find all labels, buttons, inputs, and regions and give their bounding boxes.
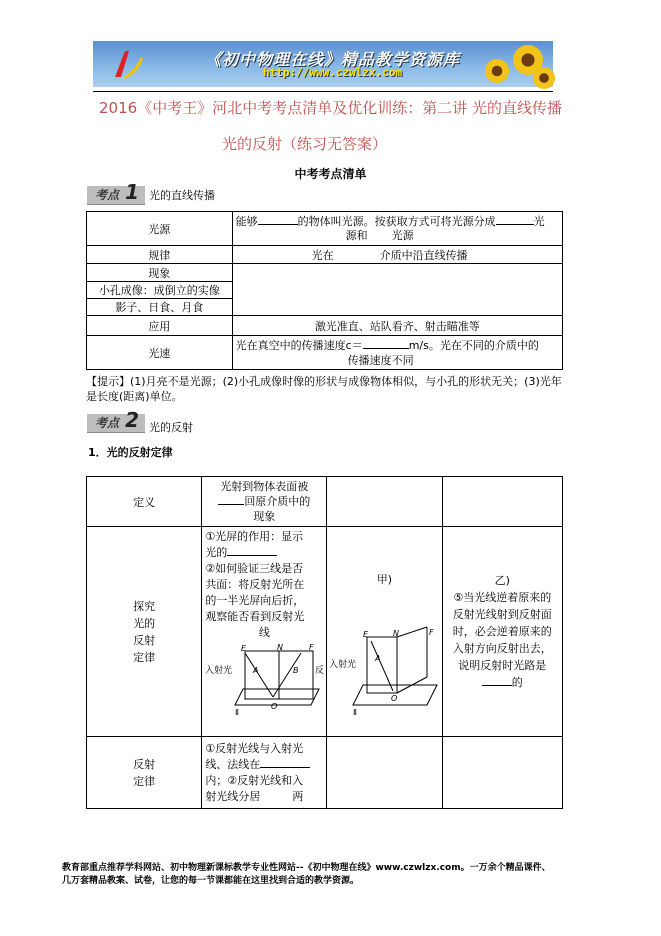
cell-value — [232, 264, 562, 316]
cell-label: 光源 — [87, 212, 233, 246]
kaodian-word: 考点 — [95, 416, 120, 430]
kaodian-number: 2 — [125, 407, 139, 432]
subsection-title: 1．光的反射定律 — [88, 446, 173, 459]
doc-title-line2: 光的反射（练习无答案） — [222, 135, 388, 153]
banner-title: 《初中物理在线》精品教学资源库 — [205, 50, 461, 69]
blank — [218, 504, 244, 505]
text: 光的 — [133, 616, 156, 630]
cell-empty — [327, 477, 442, 527]
text: 线 — [258, 626, 270, 639]
reflection-diagram-a-icon — [331, 627, 441, 717]
header-rule — [93, 91, 553, 92]
cell-label: 现象 — [87, 264, 233, 282]
kaodian-badge — [87, 407, 145, 433]
table-row — [87, 477, 563, 527]
table-row — [87, 264, 563, 282]
text: 现象 — [253, 510, 276, 523]
table-row — [87, 246, 563, 264]
fig-label-B: B — [293, 666, 299, 675]
cell-value — [232, 246, 562, 264]
table-light-straight — [86, 211, 563, 370]
text: 反射 — [133, 633, 156, 647]
cell-empty — [442, 477, 562, 527]
footer-line: 几万套精品教案、试卷，让您的每一节课都能在这里找到合适的教学资源。 — [62, 876, 360, 886]
text: ①反射光线与入射光 — [205, 741, 304, 755]
table-reflection — [86, 476, 563, 809]
text: m/s。光在不同的介质中的 — [408, 338, 539, 352]
site-logo-icon — [111, 47, 145, 81]
text: 观察能否看到反射光 — [205, 610, 305, 623]
kaodian-word: 考点 — [95, 188, 120, 202]
text: 的一半光屏向后折， — [205, 594, 305, 607]
blank — [496, 224, 534, 225]
text: 两 — [292, 789, 304, 803]
table-row — [87, 737, 563, 809]
reflection-diagram-b-icon — [205, 643, 323, 719]
cell-empty — [442, 737, 562, 809]
fig-label-incident: 入射光 — [329, 660, 357, 670]
fig-label-II: Ⅱ — [235, 708, 240, 717]
text: 定律 — [133, 774, 156, 788]
fig-label-O: O — [391, 694, 398, 703]
text: 传播速度不同 — [347, 353, 414, 367]
text: 能够 — [235, 214, 258, 228]
sunflower-icon — [485, 59, 509, 83]
fig-label-reflect: 反 — [315, 666, 325, 676]
text: 光源 — [391, 228, 414, 242]
blank — [258, 224, 298, 225]
text: 光射到物体表面被 — [220, 480, 309, 493]
blank — [260, 767, 310, 768]
cell-empty — [327, 737, 442, 809]
text: 内；②反射光线和入 — [205, 773, 304, 787]
kaodian-number: 1 — [125, 179, 139, 204]
text: 探究 — [133, 599, 156, 613]
cell-value: 激光准直、站队看齐、射击瞄准等 — [232, 316, 562, 336]
kaodian-1-header — [87, 179, 215, 204]
text: 的 — [511, 676, 523, 689]
text: 定律 — [133, 650, 156, 664]
fig-label-F: F — [429, 628, 434, 637]
kaodian-badge — [87, 179, 145, 205]
fig-label-O: O — [271, 702, 278, 711]
section-heading: 中考考点清单 — [294, 167, 367, 181]
tip-text — [86, 374, 586, 404]
sunflower-icon — [533, 67, 555, 89]
cell-label — [87, 527, 202, 737]
fig-label-E: E — [363, 630, 369, 639]
header-banner — [93, 41, 553, 87]
banner-url[interactable]: http://www.czwlzx.com — [263, 66, 403, 79]
blank — [482, 685, 512, 686]
cell-value — [202, 737, 327, 809]
text: 反射 — [133, 757, 156, 771]
table-row — [87, 316, 563, 336]
fig-caption-yi: 乙) — [494, 574, 510, 587]
text: 共面：将反射光所在 — [205, 578, 305, 591]
text: 回原介质中的 — [244, 495, 311, 508]
tip-line: 是长度(距离)单位。 — [86, 390, 183, 403]
text: 光在 — [311, 248, 334, 262]
page-footer — [62, 862, 622, 888]
fig-label-A: A — [253, 666, 259, 675]
text: 源和 — [345, 228, 368, 242]
text: 说明反射时光路是 — [458, 659, 547, 672]
text: 光在真空中的传播速度c＝ — [235, 338, 363, 352]
cell-value — [232, 336, 562, 370]
cell-label: 小孔成像：成倒立的实像 — [87, 282, 233, 299]
cell-value — [442, 527, 562, 737]
text: 光 — [533, 214, 545, 228]
cell-label: 光速 — [87, 336, 233, 370]
cell-figure — [327, 527, 442, 737]
fig-label-II: Ⅱ — [353, 708, 358, 717]
cell-value — [202, 477, 327, 527]
text: 入射方向反射出去， — [452, 642, 552, 655]
fig-label-N: N — [277, 643, 284, 652]
cell-label — [87, 737, 202, 809]
text: ②如何验证三线是否 — [205, 562, 304, 575]
fig-label-A: A — [375, 654, 381, 663]
table-row — [87, 336, 563, 370]
cell-label: 定义 — [87, 477, 202, 527]
fig-label-incident: 入射光 — [205, 666, 233, 676]
table-row — [87, 212, 563, 246]
text: 时，必会逆着原来的 — [452, 625, 552, 638]
cell-label: 影子、日食、月食 — [87, 299, 233, 316]
table-row — [87, 527, 563, 737]
blank — [227, 555, 277, 556]
text: 射光线分居 — [205, 789, 261, 803]
blank — [363, 348, 409, 349]
text: 线、法线在 — [205, 757, 261, 771]
fig-label-N: N — [393, 629, 400, 638]
tip-line: 【提示】(1)月亮不是光源；(2)小孔成像时像的形状与成像物体相似，与小孔的形状无关；(3)光年 — [86, 375, 562, 388]
text: ①光屏的作用：显示 — [205, 530, 304, 543]
fig-label-F: F — [309, 643, 314, 652]
kaodian-2-header — [87, 407, 193, 434]
kaodian-label: 光的直线传播 — [149, 189, 215, 202]
kaodian-label: 光的反射 — [149, 421, 193, 434]
cell-value — [202, 527, 327, 737]
doc-title: 2016《中考王》河北中考考点清单及优化训练：第二讲 光的直线传播 — [99, 99, 562, 117]
text: 光的 — [205, 546, 228, 559]
cell-label: 规律 — [87, 246, 233, 264]
fig-caption-jia: 甲) — [376, 573, 393, 586]
text: 的物体叫光源。按获取方式可将光源分成 — [297, 214, 496, 228]
text: 反射光线射到反射面 — [452, 608, 552, 621]
footer-line: 教育部重点推荐学科网站、初中物理新课标教学专业性网站--《初中物理在线》www.czwlzx.com。一万余个精品课件、 — [62, 863, 551, 873]
cell-label: 应用 — [87, 316, 233, 336]
fig-label-E: E — [241, 644, 247, 653]
text: ⑤当光线逆着原来的 — [453, 591, 552, 604]
cell-value — [232, 212, 562, 246]
text: 介质中沿直线传播 — [379, 248, 468, 262]
